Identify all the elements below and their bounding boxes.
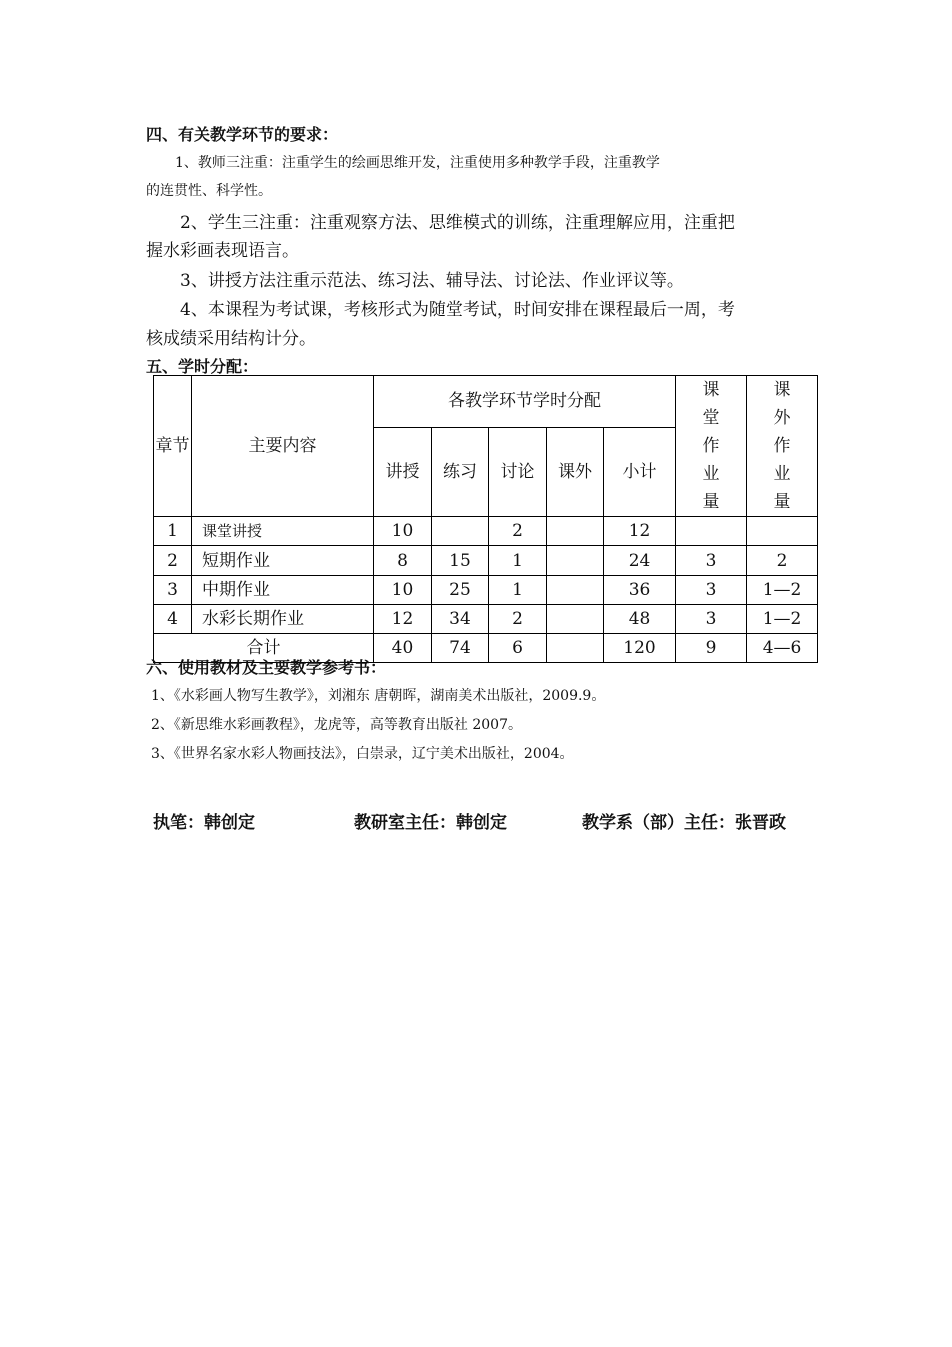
- header-extra: 课外: [547, 427, 604, 516]
- cell-discuss: 1: [489, 546, 547, 576]
- cell-chapter: 3: [154, 576, 192, 605]
- header-class-work: 课堂作业量: [676, 376, 747, 517]
- total-lecture: 40: [374, 634, 432, 663]
- reference-item: 3、《世界名家水彩人物画技法》，白崇录，辽宁美术出版社，2004。: [151, 746, 574, 762]
- signature-writer: 执笔：韩创定: [153, 813, 255, 833]
- section5-heading: 五、学时分配：: [146, 357, 259, 376]
- reference-item: 2、《新思维水彩画教程》，龙虎等，高等教育出版社 2007。: [151, 717, 522, 733]
- cell-chapter: 2: [154, 546, 192, 576]
- cell-practice: 15: [432, 546, 489, 576]
- signature-dept-head: 教学系（部）主任：张晋政: [582, 813, 786, 833]
- cell-discuss: 1: [489, 576, 547, 605]
- header-subtotal: 小计: [604, 427, 676, 516]
- cell-lecture: 10: [374, 517, 432, 546]
- cell-subtotal: 48: [604, 605, 676, 634]
- cell-subtotal: 36: [604, 576, 676, 605]
- cell-chapter: 4: [154, 605, 192, 634]
- header-extra-work: 课外作业量: [747, 376, 818, 517]
- section4-item4-line1: 4、本课程为考试课，考核形式为随堂考试，时间安排在课程最后一周，考: [180, 300, 735, 320]
- reference-item: 1、《水彩画人物写生教学》，刘湘东 唐朝晖，湖南美术出版社，2009.9。: [151, 688, 606, 704]
- cell-subtotal: 12: [604, 517, 676, 546]
- table-row: [154, 546, 818, 576]
- cell-class-work: 3: [676, 576, 747, 605]
- table-row: [154, 605, 818, 634]
- header-group: 各教学环节学时分配: [374, 376, 676, 428]
- cell-lecture: 12: [374, 605, 432, 634]
- cell-extra-work: 2: [747, 546, 818, 576]
- cell-discuss: 2: [489, 517, 547, 546]
- total-label: 合计: [154, 634, 374, 663]
- cell-extra: [547, 517, 604, 546]
- cell-lecture: 10: [374, 576, 432, 605]
- cell-extra: [547, 605, 604, 634]
- section6-heading: 六、使用教材及主要教学参考书：: [146, 658, 387, 677]
- cell-content: 课堂讲授: [192, 517, 374, 546]
- section4-item2-line1: 2、学生三注重：注重观察方法、思维模式的训练，注重理解应用，注重把: [180, 213, 735, 233]
- total-subtotal: 120: [604, 634, 676, 663]
- cell-practice: 34: [432, 605, 489, 634]
- cell-content: 水彩长期作业: [192, 605, 374, 634]
- total-class-work: 9: [676, 634, 747, 663]
- header-content: 主要内容: [192, 376, 374, 517]
- cell-content: 短期作业: [192, 546, 374, 576]
- cell-chapter: 1: [154, 517, 192, 546]
- section4-item2-line2: 握水彩画表现语言。: [146, 241, 299, 261]
- cell-content: 中期作业: [192, 576, 374, 605]
- cell-discuss: 2: [489, 605, 547, 634]
- cell-class-work: 3: [676, 605, 747, 634]
- total-extra-work: 4—6: [747, 634, 818, 663]
- total-extra: [547, 634, 604, 663]
- section4-item3: 3、讲授方法注重示范法、练习法、辅导法、讨论法、作业评议等。: [180, 271, 684, 291]
- table-row: [154, 517, 818, 546]
- header-chapter: 章节: [154, 376, 192, 517]
- header-lecture: 讲授: [374, 427, 432, 516]
- cell-practice: [432, 517, 489, 546]
- header-practice: 练习: [432, 427, 489, 516]
- cell-extra-work: 1—2: [747, 605, 818, 634]
- cell-lecture: 8: [374, 546, 432, 576]
- header-row-1: [154, 376, 818, 428]
- section4-heading: 四、有关教学环节的要求：: [146, 125, 339, 144]
- total-discuss: 6: [489, 634, 547, 663]
- cell-extra: [547, 576, 604, 605]
- cell-practice: 25: [432, 576, 489, 605]
- hours-table: [153, 375, 818, 663]
- section4-item1-line2: 的连贯性、科学性。: [146, 183, 272, 199]
- cell-class-work: [676, 517, 747, 546]
- cell-extra: [547, 546, 604, 576]
- total-practice: 74: [432, 634, 489, 663]
- cell-extra-work: 1—2: [747, 576, 818, 605]
- signature-office-head: 教研室主任：韩创定: [354, 813, 507, 833]
- section4-item4-line2: 核成绩采用结构计分。: [146, 329, 316, 349]
- table-row: [154, 576, 818, 605]
- header-discuss: 讨论: [489, 427, 547, 516]
- cell-subtotal: 24: [604, 546, 676, 576]
- cell-extra-work: [747, 517, 818, 546]
- section4-item1-line1: 1、教师三注重：注重学生的绘画思维开发，注重使用多种教学手段，注重教学: [175, 155, 660, 171]
- cell-class-work: 3: [676, 546, 747, 576]
